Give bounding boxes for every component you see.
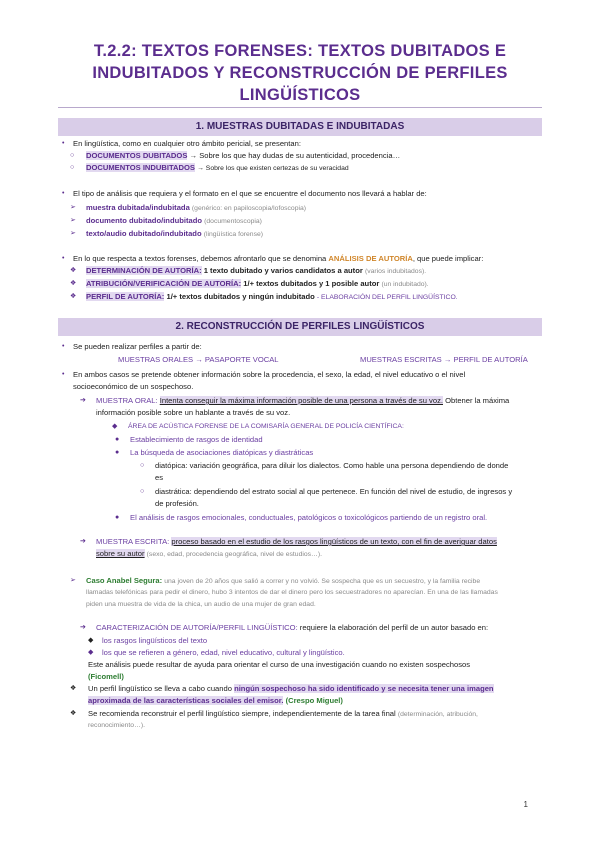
s2-c3-l1: Este análisis puede resultar de ayuda para orientar el curso de una investigación cuando no existen sospechosos bbox=[88, 660, 471, 669]
section-1-heading: 1. MUESTRAS DUBITADAS E INDUBITADAS bbox=[58, 118, 542, 136]
bullet-circle: ○ bbox=[70, 164, 75, 171]
s2-c5-l2: reconocimiento…). bbox=[88, 722, 146, 729]
bullet-circle: ○ bbox=[70, 152, 75, 159]
s1-muestra: muestra dubitada/indubitada (genérico: en papiloscopia/lofoscopia) bbox=[86, 203, 307, 212]
s2-c4-l1: Un perfil lingüístico se lleva a cabo cuando ningún sospechoso ha sido identificado y se necesita tener una imagen bbox=[88, 684, 494, 693]
s1-documento: documento dubitado/indubitado (documentoscopia) bbox=[86, 216, 262, 225]
s2-oral-def: MUESTRA ORAL: Intenta conseguir la máxima información posible de una persona a través de su voz. Obtener la máxima bbox=[96, 396, 510, 405]
s1-analysis-type: El tipo de análisis que requiera y el formato en el que se encuentre el documento nos llevará a hablar de: bbox=[73, 189, 427, 198]
s2-char: CARACTERIZACIÓN DE AUTORÍA/PERFIL LINGÜÍSTICO: requiere la elaboración del perfil de un autor basado en: bbox=[96, 623, 489, 632]
arrow-icon: ➢ bbox=[70, 230, 76, 237]
s2-a2: La búsqueda de asociaciones diatópicas y diastráticas bbox=[130, 448, 314, 457]
s2-a2b-l1: diastrática: dependiendo del estrato social al que pertenece. En función del nivel de estudio, de ingresos y bbox=[155, 487, 513, 496]
diamond-icon: ❖ bbox=[70, 685, 77, 692]
bullet-dot: • bbox=[62, 140, 65, 147]
s2-written-def-l2: sobre su autor (sexo, edad, procedencia geográfica, nivel de estudios…). bbox=[96, 549, 322, 558]
bullet-dot: ● bbox=[115, 449, 120, 456]
diamond-icon: ❖ bbox=[70, 293, 77, 300]
s2-c1: los rasgos lingüísticos del texto bbox=[102, 636, 208, 645]
s1-atribucion: ATRIBUCIÓN/VERIFICACIÓN DE AUTORÍA: 1/+ textos dubitados y 1 posible autor (un indubitado). bbox=[86, 279, 429, 288]
title-line-2: INDUBITADOS Y RECONSTRUCCIÓN DE PERFILES bbox=[92, 64, 508, 82]
s2-case-l3: piden una muestra de vida de la chica, un audio de una mujer de gran edad. bbox=[86, 601, 316, 608]
s2-written-samples: MUESTRAS ESCRITAS → PERFIL DE AUTORÍA bbox=[360, 355, 528, 364]
s2-a1: Establecimiento de rasgos de identidad bbox=[130, 435, 263, 444]
s2-a2a-l2: es bbox=[155, 473, 164, 482]
s2-goal-l2: socioeconómico de un sospechoso. bbox=[73, 382, 194, 391]
s2-c3-l2: (Ficomell) bbox=[88, 672, 124, 681]
s2-written-def: MUESTRA ESCRITA: proceso basado en el estudio de los rasgos lingüísticos de un texto, con el fin de averiguar datos bbox=[96, 537, 497, 546]
s1-dubitados: DOCUMENTOS DUBITADOS → Sobre los que hay dudas de su autenticidad, procedencia… bbox=[86, 151, 401, 160]
bullet-dot: ● bbox=[115, 514, 120, 521]
arrow-right-icon: ➔ bbox=[80, 397, 86, 404]
bullet-dot: • bbox=[62, 255, 65, 262]
bullet-circle: ○ bbox=[140, 488, 145, 495]
s2-area: ÁREA DE ACÚSTICA FORENSE DE LA COMISARÍA GENERAL DE POLICÍA CIENTÍFICA: bbox=[128, 423, 404, 430]
title-divider bbox=[58, 107, 542, 108]
s2-c5-l1: Se recomienda reconstruir el perfil lingüístico siempre, independientemente de la tarea final (determinación, atribución, bbox=[88, 709, 478, 718]
s2-goal-l1: En ambos casos se pretende obtener información sobre la procedencia, el sexo, la edad, el nivel educativo o el nivel bbox=[73, 370, 466, 379]
diamond-small-icon: ◆ bbox=[112, 423, 118, 430]
s1-perfil: PERFIL DE AUTORÍA: 1/+ textos dubitados y ningún indubitado - ELABORACIÓN DEL PERFIL LINGÜÍSTICO. bbox=[86, 292, 458, 301]
s1-autoria-intro: En lo que respecta a textos forenses, debemos afrontarlo que se denomina ANÁLISIS DE AUTORÍA, que puede implicar: bbox=[73, 254, 484, 263]
bullet-dot: ● bbox=[115, 436, 120, 443]
page-title bbox=[60, 40, 540, 106]
diamond-icon: ❖ bbox=[70, 710, 77, 717]
bullet-dot: • bbox=[62, 190, 65, 197]
diamond-icon: ❖ bbox=[70, 267, 77, 274]
diamond-filled-icon: ◆ bbox=[88, 637, 94, 644]
s2-c2: los que se refieren a género, edad, nivel educativo, cultural y lingüístico. bbox=[102, 648, 345, 657]
s2-oral-def-l2: información posible sobre un hablante a través de su voz. bbox=[96, 408, 291, 417]
s2-oral-samples: MUESTRAS ORALES → PASAPORTE VOCAL bbox=[118, 355, 279, 364]
s1-determinacion: DETERMINACIÓN DE AUTORÍA: 1 texto dubitado y varios candidatos a autor (varios indubitados). bbox=[86, 266, 427, 275]
s1-indubitados: DOCUMENTOS INDUBITADOS → Sobre los que existen certezas de su veracidad bbox=[86, 163, 349, 172]
s2-c4-l2: aproximada de las características sociales del emisor. (Crespo Miguel) bbox=[88, 696, 343, 705]
page-number: 1 bbox=[523, 800, 528, 809]
title-line-3: LINGÜÍSTICOS bbox=[239, 86, 361, 104]
diamond-icon: ❖ bbox=[70, 280, 77, 287]
diamond-small-icon: ◆ bbox=[88, 649, 94, 656]
arrow-icon: ➢ bbox=[70, 217, 76, 224]
arrow-right-icon: ➔ bbox=[80, 538, 86, 545]
s2-intro: Se pueden realizar perfiles a partir de: bbox=[73, 342, 202, 351]
bullet-dot: • bbox=[62, 343, 65, 350]
s2-a2a-l1: diatópica: variación geográfica, para diluir los dialectos. Como hable una persona dependiendo de donde bbox=[155, 461, 509, 470]
arrow-icon: ➢ bbox=[70, 577, 76, 584]
bullet-dot: • bbox=[62, 371, 65, 378]
s1-intro: En lingüística, como en cualquier otro ámbito pericial, se presentan: bbox=[73, 139, 301, 148]
bullet-circle: ○ bbox=[140, 462, 145, 469]
arrow-icon: ➢ bbox=[70, 204, 76, 211]
s1-texto: texto/audio dubitado/indubitado (lingüística forense) bbox=[86, 229, 264, 238]
s2-case-l1: Caso Anabel Segura: una joven de 20 años que salió a correr y no volvió. Se sospecha que es un secuestro, y la familia recibe bbox=[86, 576, 481, 585]
section-2-heading: 2. RECONSTRUCCIÓN DE PERFILES LINGÜÍSTICOS bbox=[58, 318, 542, 336]
s2-a2b-l2: de profesión. bbox=[155, 499, 199, 508]
title-line-1: T.2.2: TEXTOS FORENSES: TEXTOS DUBITADOS E bbox=[93, 42, 507, 60]
s2-case-l2: llamadas telefónicas para pedir el dinero, hubo 3 intentos de dar el dinero pero los secuestradores no aparecían. En una de las llamadas bbox=[86, 589, 498, 596]
arrow-right-icon: ➔ bbox=[80, 624, 86, 631]
s2-a3: El análisis de rasgos emocionales, conductuales, patológicos o toxicológicos partiendo de un registro oral. bbox=[130, 513, 488, 522]
